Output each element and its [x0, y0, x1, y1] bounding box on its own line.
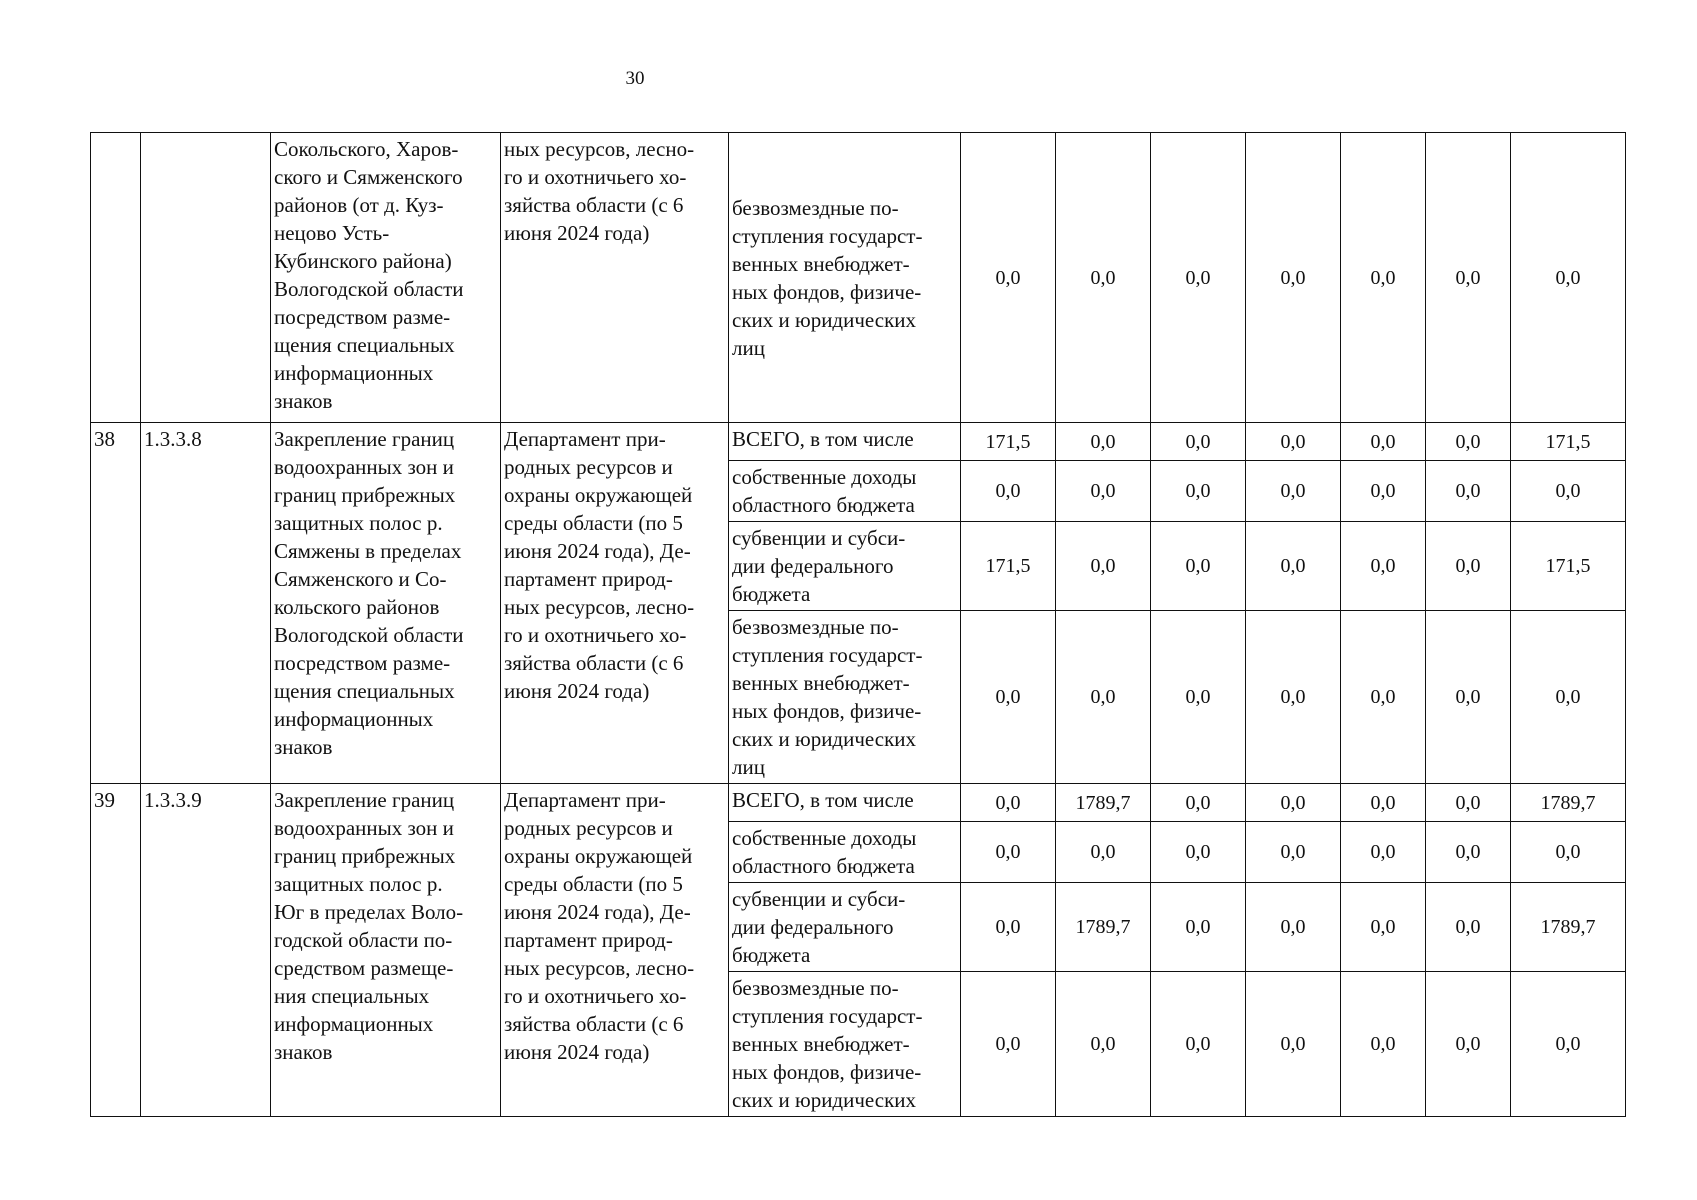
- value-total-cell: 1789,7: [1511, 784, 1626, 822]
- value-cell: 0,0: [1341, 822, 1426, 883]
- funding-source-cell: субвенции и субси- дии федерального бюджета: [729, 522, 961, 611]
- value-total-cell: 0,0: [1511, 461, 1626, 522]
- value-cell: 0,0: [1341, 522, 1426, 611]
- value-cell: 0,0: [1056, 611, 1151, 784]
- value-cell: 0,0: [961, 133, 1056, 423]
- measure-cell: Закрепление границ водоохранных зон и границ прибрежных защитных полос р. Юг в пределах Воло- годской области по- средством размеще- ния специальных информационных знаков: [271, 784, 501, 1117]
- value-cell: 0,0: [1426, 133, 1511, 423]
- value-cell: 0,0: [1426, 883, 1511, 972]
- value-cell: 0,0: [1056, 461, 1151, 522]
- value-cell: 0,0: [1341, 423, 1426, 461]
- value-cell: 0,0: [1151, 423, 1246, 461]
- value-cell: 171,5: [961, 423, 1056, 461]
- funding-table: [90, 132, 1626, 1117]
- value-cell: 1789,7: [1056, 883, 1151, 972]
- funding-source-cell: собственные доходы областного бюджета: [729, 822, 961, 883]
- value-cell: 0,0: [1246, 461, 1341, 522]
- value-cell: 0,0: [1426, 461, 1511, 522]
- funding-source-cell: безвозмездные по- ступления государст- венных внебюджет- ных фондов, физиче- ских и юридических лиц: [729, 611, 961, 784]
- code-cell: 1.3.3.8: [141, 423, 271, 784]
- value-cell: 0,0: [1246, 522, 1341, 611]
- value-cell: 0,0: [1151, 822, 1246, 883]
- code-cell: [141, 133, 271, 423]
- value-cell: 0,0: [1246, 784, 1341, 822]
- value-cell: 171,5: [961, 522, 1056, 611]
- value-total-cell: 171,5: [1511, 423, 1626, 461]
- table-row: [91, 784, 1626, 822]
- executor-cell: Департамент при- родных ресурсов и охраны окружающей среды области (по 5 июня 2024 года), Де- партамент природ- ных ресурсов, лесно- го и охотничьего хо- зяйства области (с 6 июня 2024 года): [501, 784, 729, 1117]
- value-cell: 0,0: [961, 461, 1056, 522]
- value-cell: 0,0: [1341, 133, 1426, 423]
- executor-cell: Департамент при- родных ресурсов и охраны окружающей среды области (по 5 июня 2024 года), Де- партамент природ- ных ресурсов, лесно- го и охотничьего хо- зяйства области (с 6 июня 2024 года): [501, 423, 729, 784]
- funding-source-cell: ВСЕГО, в том числе: [729, 423, 961, 461]
- row-number-cell: 38: [91, 423, 141, 784]
- value-total-cell: 1789,7: [1511, 883, 1626, 972]
- row-number-cell: 39: [91, 784, 141, 1117]
- value-cell: 0,0: [1426, 784, 1511, 822]
- value-cell: 0,0: [961, 611, 1056, 784]
- code-cell: 1.3.3.9: [141, 784, 271, 1117]
- value-cell: 0,0: [1341, 784, 1426, 822]
- value-total-cell: 0,0: [1511, 972, 1626, 1117]
- value-cell: 0,0: [1151, 611, 1246, 784]
- value-cell: 0,0: [1246, 822, 1341, 883]
- value-cell: 0,0: [1341, 611, 1426, 784]
- value-cell: 0,0: [961, 784, 1056, 822]
- funding-source-cell: ВСЕГО, в том числе: [729, 784, 961, 822]
- value-cell: 0,0: [1341, 461, 1426, 522]
- value-cell: 0,0: [1056, 972, 1151, 1117]
- value-cell: 0,0: [1426, 423, 1511, 461]
- funding-source-cell: субвенции и субси- дии федерального бюджета: [729, 883, 961, 972]
- value-cell: 0,0: [1056, 133, 1151, 423]
- row-number-cell: [91, 133, 141, 423]
- value-cell: 0,0: [1151, 133, 1246, 423]
- value-total-cell: 0,0: [1511, 822, 1626, 883]
- page-number: 30: [625, 68, 645, 89]
- value-cell: 0,0: [1056, 822, 1151, 883]
- value-cell: 0,0: [1341, 883, 1426, 972]
- value-cell: 0,0: [1341, 972, 1426, 1117]
- executor-cell: ных ресурсов, лесно- го и охотничьего хо- зяйства области (с 6 июня 2024 года): [501, 133, 729, 423]
- value-cell: 0,0: [1151, 972, 1246, 1117]
- value-cell: 0,0: [961, 972, 1056, 1117]
- value-total-cell: 0,0: [1511, 611, 1626, 784]
- value-cell: 0,0: [1151, 522, 1246, 611]
- value-cell: 0,0: [1056, 423, 1151, 461]
- value-cell: 0,0: [961, 822, 1056, 883]
- value-cell: 0,0: [1246, 611, 1341, 784]
- measure-cell: Закрепление границ водоохранных зон и границ прибрежных защитных полос р. Сямжены в пределах Сямженского и Со- кольского районов Вологодской области посредством разме- щения специальных информационных знаков: [271, 423, 501, 784]
- measure-cell: Сокольского, Харов- ского и Сямженского районов (от д. Куз- нецово Усть- Кубинского района) Вологодской области посредством разме- щения специальных информационных знаков: [271, 133, 501, 423]
- funding-source-cell: безвозмездные по- ступления государст- венных внебюджет- ных фондов, физиче- ских и юридических: [729, 972, 961, 1117]
- value-cell: 0,0: [1246, 883, 1341, 972]
- value-cell: 0,0: [1151, 784, 1246, 822]
- funding-source-cell: безвозмездные по- ступления государст- венных внебюджет- ных фондов, физиче- ских и юридических лиц: [729, 133, 961, 423]
- value-total-cell: 171,5: [1511, 522, 1626, 611]
- value-cell: 0,0: [1426, 822, 1511, 883]
- value-cell: 0,0: [1151, 461, 1246, 522]
- value-cell: 0,0: [1426, 611, 1511, 784]
- continuation-row: [91, 133, 1626, 423]
- value-cell: 0,0: [1056, 522, 1151, 611]
- funding-source-cell: собственные доходы областного бюджета: [729, 461, 961, 522]
- value-cell: 0,0: [1426, 522, 1511, 611]
- value-cell: 1789,7: [1056, 784, 1151, 822]
- value-cell: 0,0: [1246, 423, 1341, 461]
- value-cell: 0,0: [961, 883, 1056, 972]
- value-total-cell: 0,0: [1511, 133, 1626, 423]
- table-row: [91, 423, 1626, 461]
- value-cell: 0,0: [1426, 972, 1511, 1117]
- value-cell: 0,0: [1151, 883, 1246, 972]
- value-cell: 0,0: [1246, 133, 1341, 423]
- value-cell: 0,0: [1246, 972, 1341, 1117]
